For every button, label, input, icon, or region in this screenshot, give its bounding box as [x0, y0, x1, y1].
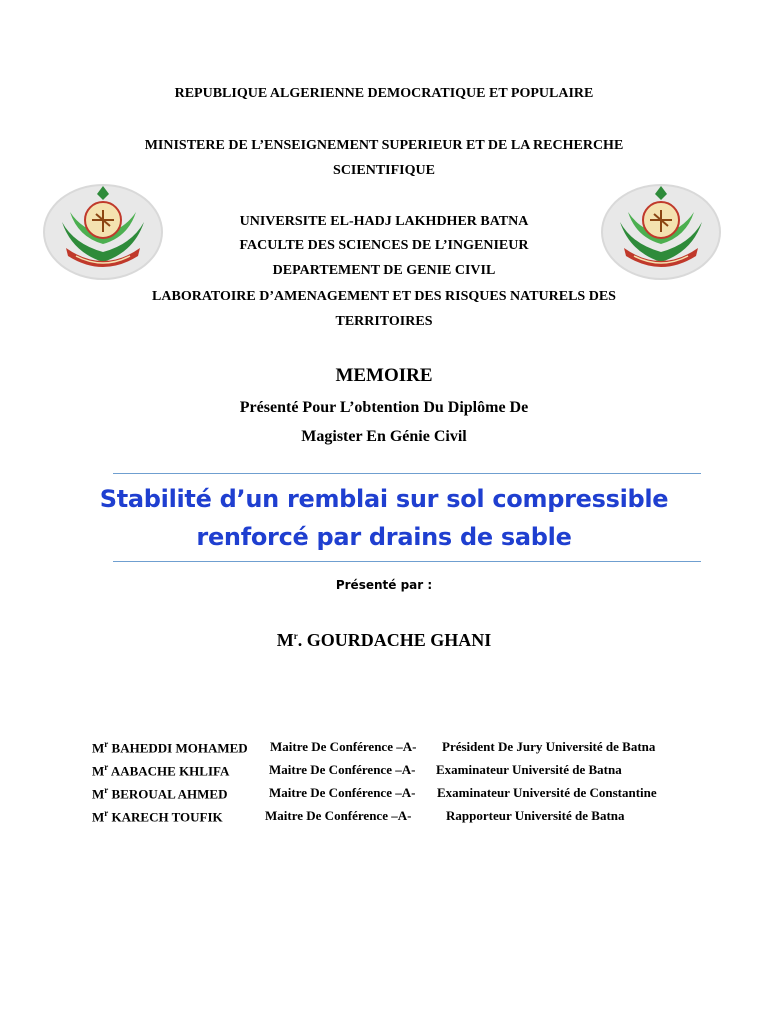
laboratory-line-2: TERRITOIRES: [335, 314, 433, 329]
ministry-line: MINISTERE DE L’ENSEIGNEMENT SUPERIEUR ET DE LA RECHERCHE: [144, 138, 624, 153]
thesis-title-line-1: Stabilité d’un remblai sur sol compressible: [99, 485, 669, 513]
jury-member-grade: Maitre De Conférence –A-: [270, 739, 417, 754]
title-rule-top: [113, 473, 701, 474]
jury-member-name: $M^r$ BEROUAL AHMED: [92, 785, 228, 802]
jury-member-name: $M^r$ BAHEDDI MOHAMED: [92, 739, 248, 756]
university-line: UNIVERSITE EL-HADJ LAKHDHER BATNA: [239, 214, 529, 229]
memoire-line-1: Présenté Pour L’obtention Du Diplôme De: [239, 399, 529, 416]
laboratory-line: LABORATOIRE D’AMENAGEMENT ET DES RISQUES NATURELS DES: [152, 289, 616, 304]
presented-by-label: Présenté par :: [335, 578, 433, 592]
jury-member-grade: Maitre De Conférence –A-: [269, 762, 416, 777]
university-logo-icon: [42, 182, 164, 282]
title-rule-bottom: [113, 561, 701, 562]
republic-line: REPUBLIQUE ALGERIENNE DEMOCRATIQUE ET POPULAIRE: [174, 86, 594, 101]
jury-member-role: Examinateur Université de Constantine: [437, 785, 657, 800]
university-logo-icon: [600, 182, 722, 282]
memoire-line-2: Magister En Génie Civil: [301, 428, 467, 445]
ministry-line-2: SCIENTIFIQUE: [333, 163, 435, 178]
jury-member-role: Président De Jury Université de Batna: [442, 739, 656, 754]
department-line: DEPARTEMENT DE GENIE CIVIL: [272, 263, 496, 278]
jury-member-role: Rapporteur Université de Batna: [446, 808, 625, 823]
jury-member-grade: Maitre De Conférence –A-: [269, 785, 416, 800]
jury-member-role: Examinateur Université de Batna: [436, 762, 622, 777]
thesis-title-line-2: renforcé par drains de sable: [196, 523, 572, 551]
jury-member-name: $M^r$ KARECH TOUFIK: [92, 808, 223, 825]
university-logo-right: [600, 182, 722, 282]
jury-member-name: $M^r$ AABACHE KHLIFA: [92, 762, 230, 779]
university-logo-left: [42, 182, 164, 282]
author-name: $M^r$. GOURDACHE GHANI: [276, 630, 492, 650]
jury-member-grade: Maitre De Conférence –A-: [265, 808, 412, 823]
faculty-line: FACULTE DES SCIENCES DE L’INGENIEUR: [239, 238, 529, 253]
memoire-heading: MEMOIRE: [335, 365, 433, 386]
